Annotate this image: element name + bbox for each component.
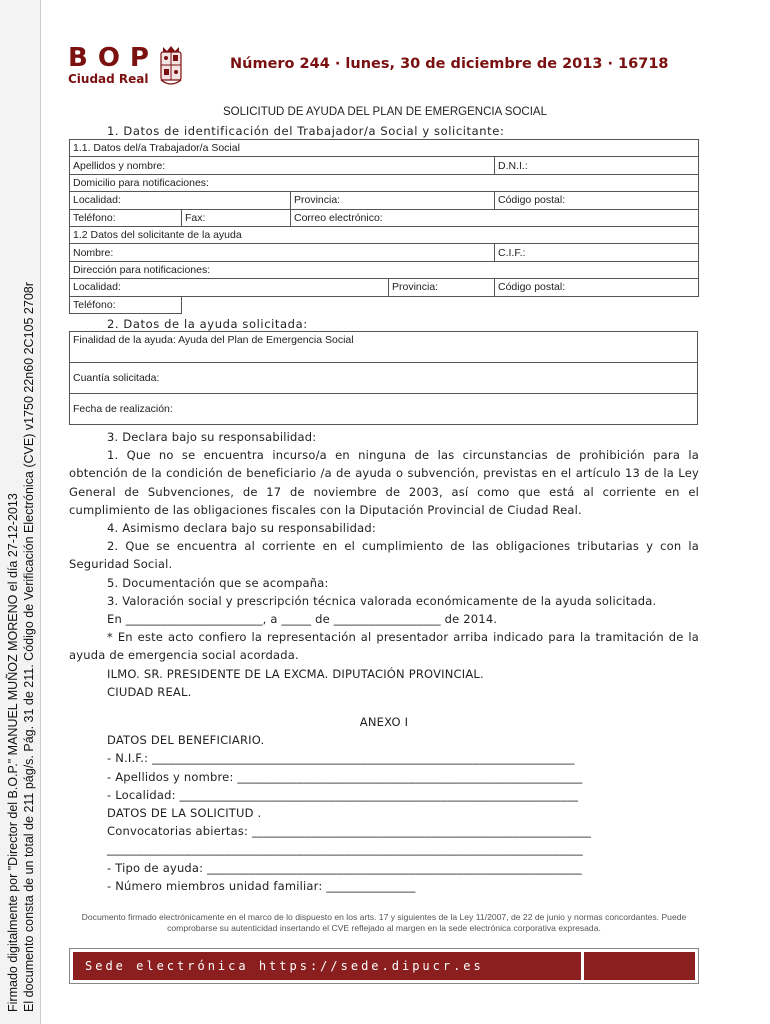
- subsection-solicitante: 1.2 Datos del solicitante de la ayuda: [70, 226, 699, 243]
- aid-data-table: [69, 331, 698, 425]
- request-heading: DATOS DE LA SOLICITUD .: [107, 806, 262, 821]
- sede-link[interactable]: Sede electrónica https://sede.dipucr.es: [85, 959, 484, 973]
- declaration-body: [69, 428, 699, 701]
- table-row: [70, 261, 699, 278]
- sede-banner: [69, 948, 699, 984]
- localidad2-field[interactable]: Localidad:: [70, 279, 389, 296]
- declaration-heading-2: 4. Asimismo declara bajo su responsabilidad:: [107, 521, 376, 536]
- provincia-field[interactable]: Provincia:: [291, 192, 495, 209]
- annex-title: ANEXO I: [359, 715, 409, 729]
- codigo-postal2-field[interactable]: Código postal:: [495, 279, 699, 296]
- nif-line[interactable]: - N.I.F.: _______________________________________________________________________: [107, 751, 575, 766]
- signature-sidebar: [0, 0, 41, 1024]
- place-date-line[interactable]: En _______________________, a _____ de __________________ de 2014.: [107, 612, 498, 627]
- addressee-line: ILMO. SR. PRESIDENTE DE LA EXCMA. DIPUTACIÓN PROVINCIAL.: [107, 666, 484, 681]
- table-row: [70, 140, 699, 157]
- table-row: [70, 296, 699, 313]
- table-row: [70, 174, 699, 191]
- declaration-item-1: 1. Que no se encuentra incurso/a en ninguna de las circunstancias de prohibición para la obtención de la condición de beneficiario /a de ayuda o subvención, previstas en el artículo 13 de la Ley General de Subvenciones, de 17 de noviembre de 2003, así como que está al corriente en el cumplimiento de las obligaciones fiscales con la Diputación Provincial de Ciudad Real.: [69, 448, 699, 517]
- localidad-field[interactable]: Localidad:: [70, 192, 291, 209]
- sede-banner-left: [73, 952, 581, 980]
- telefono2-value[interactable]: [182, 296, 699, 313]
- table-row: [70, 394, 698, 425]
- cif-field[interactable]: C.I.F.:: [495, 244, 699, 261]
- coat-of-arms-icon: [158, 44, 184, 88]
- table-row: [70, 244, 699, 261]
- cve-line: El documento consta de un total de 211 pág/s. Pág. 31 de 211. Código de Verificación Electrónica (CVE) v1750 22n60 2C105 2708r: [22, 282, 36, 1012]
- table-row: [70, 332, 698, 363]
- finalidad-field[interactable]: Finalidad de la ayuda: Ayuda del Plan de Emergencia Social: [70, 332, 698, 363]
- subsection-trabajador: 1.1. Datos del/a Trabajador/a Social: [70, 140, 699, 157]
- section2-heading: 2. Datos de la ayuda solicitada:: [107, 317, 308, 331]
- convocatorias-line[interactable]: Convocatorias abiertas: _________________________________________________________: [107, 824, 592, 839]
- documentation-item: 3. Valoración social y prescripción técnica valorada económicamente de la ayuda solicitada.: [107, 593, 657, 608]
- telefono-field[interactable]: Teléfono:: [70, 209, 182, 226]
- table-row: [70, 363, 698, 394]
- nombre-field[interactable]: Nombre:: [70, 244, 495, 261]
- codigo-postal-field[interactable]: Código postal:: [495, 192, 699, 209]
- annex-body: [69, 713, 699, 895]
- beneficiary-heading: DATOS DEL BENEFICIARIO.: [107, 733, 265, 748]
- domicilio-field[interactable]: Domicilio para notificaciones:: [70, 174, 699, 191]
- logo-text: BOP: [68, 43, 159, 73]
- declaration-heading: 3. Declara bajo su responsabilidad:: [107, 430, 317, 444]
- addressee-city: CIUDAD REAL.: [107, 684, 192, 699]
- signature-note: Documento firmado electrónicamente en el marco de lo dispuesto en los arts. 17 y siguientes de la Ley 11/2007, de 22 de junio y normas concordantes. Puede comprobarse su autenticidad insertando el CVE reflejado al margen en la sede electrónica corporativa expresada.: [81, 912, 687, 933]
- declaration-item-2: 2. Que se encuentra al corriente en el cumplimiento de las obligaciones tributarias y con la Seguridad Social.: [69, 539, 699, 572]
- table-row: [70, 157, 699, 174]
- section1-heading: 1. Datos de identificación del Trabajador/a Social y solicitante:: [107, 124, 505, 138]
- tipo-ayuda-line[interactable]: - Tipo de ayuda: _______________________________________________________________: [107, 860, 582, 875]
- direccion-field[interactable]: Dirección para notificaciones:: [70, 261, 699, 278]
- dni-field[interactable]: D.N.I.:: [495, 157, 699, 174]
- fecha-field[interactable]: Fecha de realización:: [70, 394, 698, 425]
- logo-city: Ciudad Real: [68, 72, 149, 86]
- representation-note: * En este acto confiero la representación al presentador arriba indicado para la tramitación de la ayuda de emergencia social acordada.: [69, 630, 699, 663]
- sede-banner-right: [584, 952, 695, 980]
- telefono2-field[interactable]: Teléfono:: [70, 296, 182, 313]
- documentation-heading: 5. Documentación que se acompaña:: [107, 575, 329, 590]
- table-row: [70, 226, 699, 243]
- apellidos-line[interactable]: - Apellidos y nombre: __________________________________________________________: [107, 769, 583, 784]
- form-title: SOLICITUD DE AYUDA DEL PLAN DE EMERGENCIA SOCIAL: [222, 106, 547, 118]
- applicant-data-table: [69, 139, 699, 314]
- localidad-line[interactable]: - Localidad: ___________________________________________________________________: [107, 787, 579, 802]
- table-row: [70, 279, 699, 296]
- convocatorias-line-2[interactable]: ________________________________________________________________________________: [107, 842, 583, 857]
- fax-field[interactable]: Fax:: [182, 209, 291, 226]
- table-row: [70, 192, 699, 209]
- table-row: [70, 209, 699, 226]
- provincia2-field[interactable]: Provincia:: [389, 279, 495, 296]
- cuantia-field[interactable]: Cuantía solicitada:: [70, 363, 698, 394]
- apellidos-field[interactable]: Apellidos y nombre:: [70, 157, 495, 174]
- correo-field[interactable]: Correo electrónico:: [291, 209, 699, 226]
- miembros-line[interactable]: - Número miembros unidad familiar: _______________: [107, 878, 416, 893]
- issue-header: Número 244 · lunes, 30 de diciembre de 2013 · 16718: [230, 56, 669, 72]
- signature-line: Firmado digitalmente por "Director del B.O.P." MANUEL MUÑOZ MORENO el día 27-12-2013: [6, 493, 20, 1012]
